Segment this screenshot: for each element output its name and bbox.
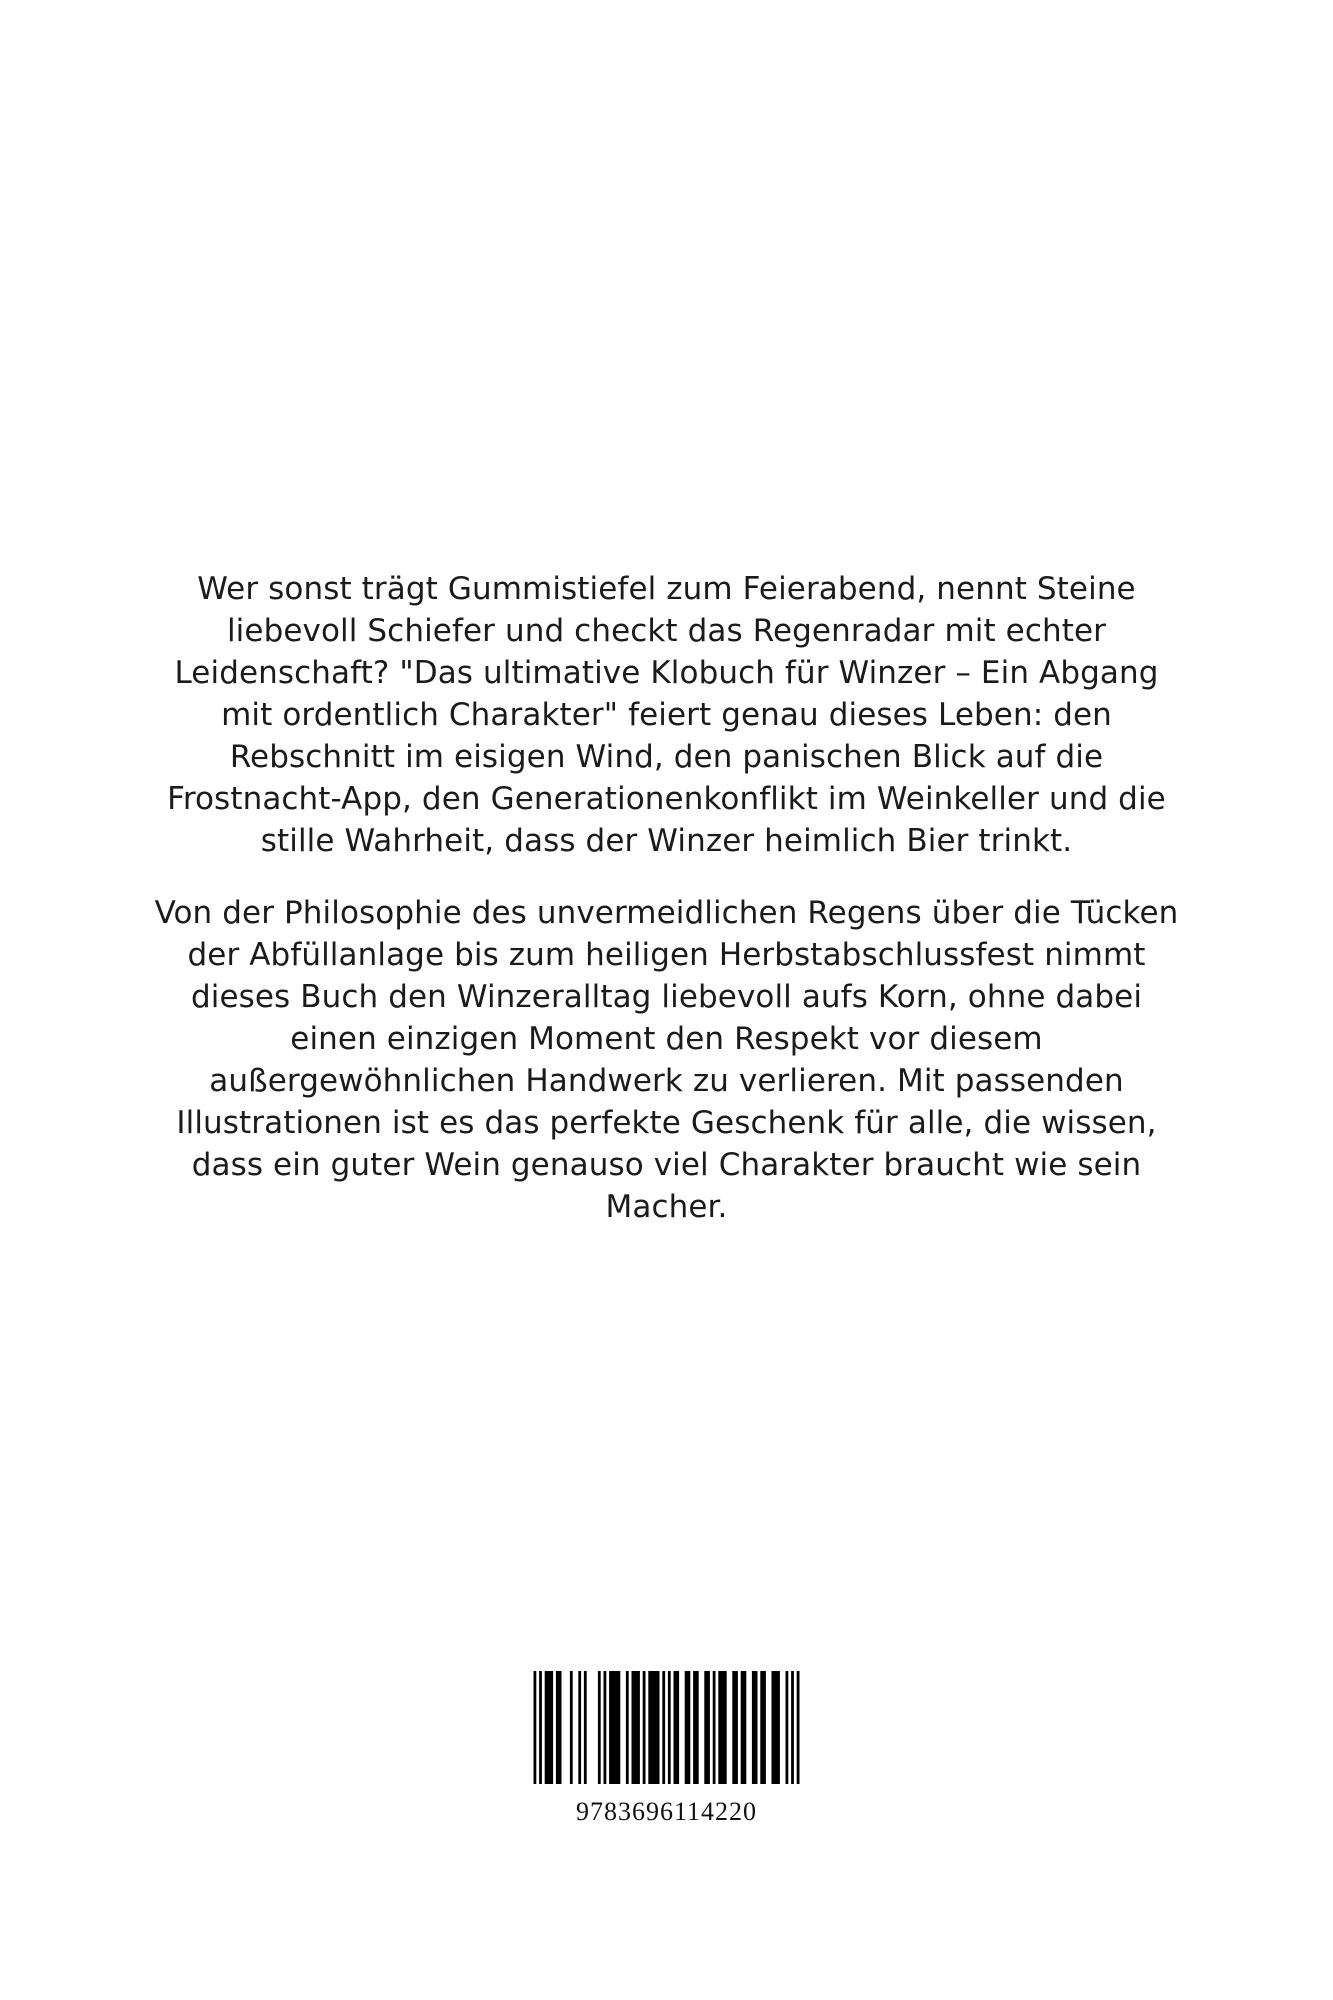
barcode-bar xyxy=(772,1671,780,1784)
barcode-bar xyxy=(545,1671,553,1784)
barcode-bar xyxy=(786,1671,789,1784)
barcode-bar xyxy=(674,1671,680,1784)
barcode-bar xyxy=(797,1671,800,1784)
barcode-bars xyxy=(533,1671,800,1784)
barcode-bar xyxy=(570,1671,573,1784)
blurb-paragraph-2: Von der Philosophie des unvermeidlichen Regens über die Tücken der Abfüllanlage bis zum heiligen Herbstabschlussfest nimmt dieses Buch den Winzeralltag liebevoll aufs Korn, ohne dabei einen einzigen Moment den Respekt vor diesem außergewöhnlichen Handwerk zu verlieren. Mit passenden Illustrationen ist es das perfekte Geschenk für alle, die wissen, dass ein guter Wein genauso viel Charakter braucht wie sein Macher. xyxy=(154,895,1179,1225)
barcode-bar xyxy=(598,1671,601,1784)
barcode-bar xyxy=(556,1671,562,1784)
barcode-bar xyxy=(662,1671,665,1784)
barcode-bar xyxy=(704,1671,710,1784)
barcode-bar xyxy=(534,1671,537,1784)
barcode-bar xyxy=(760,1671,766,1784)
barcode-bar xyxy=(626,1671,629,1784)
barcode xyxy=(533,1671,800,1784)
barcode-bar xyxy=(648,1671,659,1784)
barcode-bar xyxy=(632,1671,640,1784)
barcode-bar xyxy=(741,1671,747,1784)
barcode-bar xyxy=(539,1671,542,1784)
barcode-bar xyxy=(752,1671,758,1784)
barcode-bar xyxy=(604,1671,607,1784)
barcode-bar xyxy=(643,1671,646,1784)
barcode-bar xyxy=(668,1671,671,1784)
isbn-number: 9783696114220 xyxy=(575,1797,758,1826)
barcode-bar xyxy=(713,1671,716,1784)
barcode-bar xyxy=(732,1671,738,1784)
barcode-bar xyxy=(584,1671,587,1784)
barcode-bar xyxy=(578,1671,581,1784)
barcode-bar xyxy=(791,1671,794,1784)
barcode-bar xyxy=(685,1671,691,1784)
blurb-paragraph-1: Wer sonst trägt Gummistiefel zum Feierabend, nennt Steine liebevoll Schiefer und checkt das Regenradar mit echter Leidenschaft? "Das ultimative Klobuch für Winzer – Ein Abgang mit ordentlich Charakter" feiert genau dieses Leben: den Rebschnitt im eisigen Wind, den panischen Blick auf die Frostnacht-App, den Generationenkonflikt im Weinkeller und die stille Wahrheit, dass der Winzer heimlich Bier trinkt. xyxy=(167,571,1166,859)
barcode-bar xyxy=(718,1671,726,1784)
barcode-bar xyxy=(693,1671,699,1784)
barcode-bar xyxy=(609,1671,620,1784)
